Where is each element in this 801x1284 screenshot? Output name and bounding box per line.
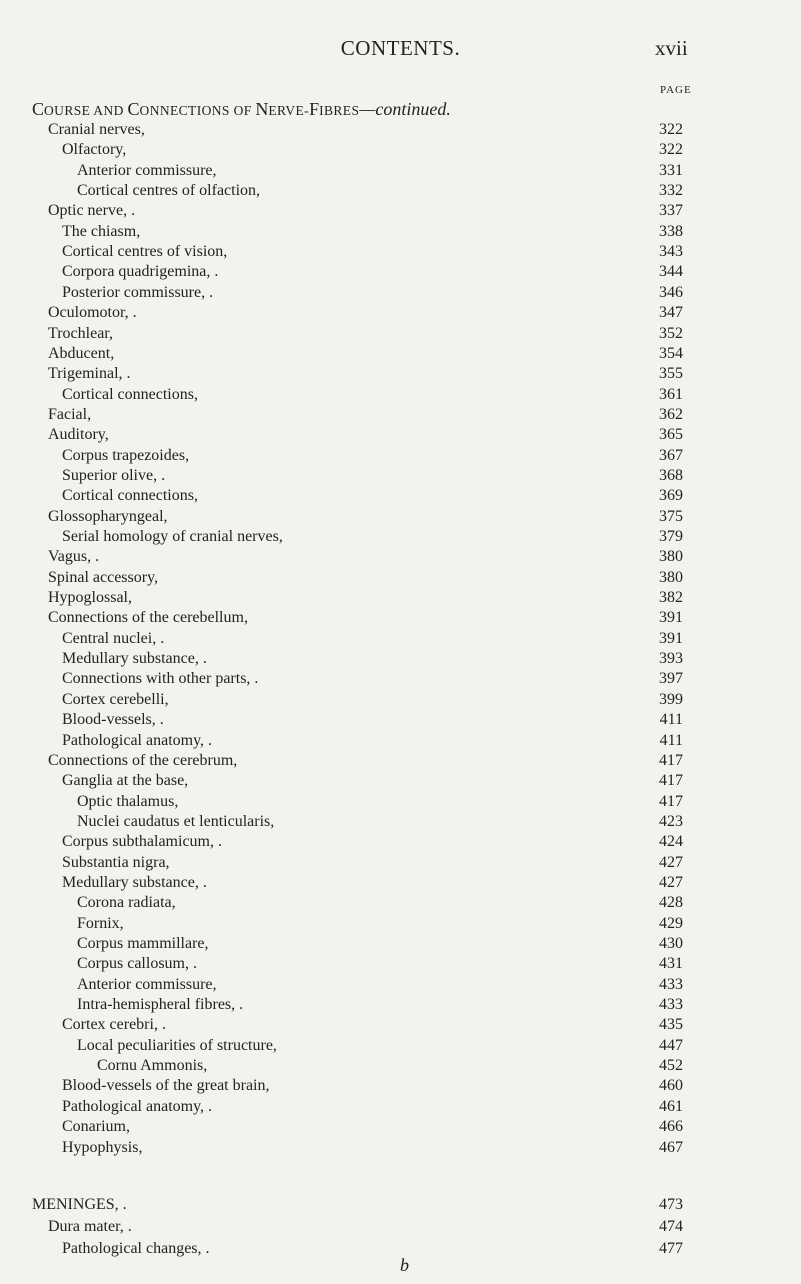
toc-entry-label: Intra-hemispheral fibres, . [77, 996, 244, 1014]
toc-entry-page: 347 [659, 304, 683, 322]
toc-entry [0, 669, 801, 689]
toc-entry-label: Nuclei caudatus et lenticularis, [77, 812, 275, 830]
toc-entry-page: 375 [659, 507, 683, 525]
toc-entry [0, 1097, 801, 1117]
toc-entry-page: 467 [659, 1138, 683, 1156]
section-heading [32, 99, 451, 120]
toc-entry-page: 337 [659, 202, 683, 220]
toc-entry [0, 1056, 801, 1076]
toc-entry [0, 710, 801, 730]
toc-entry [0, 181, 801, 201]
toc-entry-label: Facial, [48, 405, 92, 423]
toc-entry-page: 429 [659, 914, 683, 932]
toc-entry [0, 588, 801, 608]
toc-entry [0, 242, 801, 262]
toc-entry-label: Dura mater, . [48, 1218, 132, 1235]
toc-entry-label: Superior olive, . [62, 466, 166, 484]
page-number: xvii [655, 36, 688, 60]
toc-entry-label: The chiasm, [62, 222, 141, 240]
toc-entry-page: 352 [659, 324, 683, 342]
toc-entry [0, 893, 801, 913]
toc-entry-label: Corpus trapezoides, [62, 446, 190, 464]
toc-entry [0, 1217, 801, 1237]
toc-entry [0, 303, 801, 323]
toc-entry [0, 283, 801, 303]
toc-entry-page: 382 [659, 589, 683, 607]
signature-mark: b [400, 1255, 409, 1275]
toc-entry [0, 324, 801, 344]
toc-entry [0, 1015, 801, 1035]
toc-entry-page: 423 [659, 812, 683, 830]
toc-entry-label: Corpus mammillare, [77, 935, 209, 952]
toc-entry [0, 1138, 801, 1158]
toc-entry [0, 995, 801, 1015]
heading-part: ONNECTIONS OF [139, 103, 256, 118]
toc-entry-label: Cortical centres of vision, [62, 243, 228, 261]
toc-entry-page: 435 [659, 1016, 683, 1034]
toc-entry-page: 331 [659, 161, 683, 179]
toc-entry-label: Cortex cerebri, . [62, 1016, 166, 1034]
toc-entry-page: 367 [659, 446, 683, 464]
toc-entry-page: 430 [659, 935, 683, 952]
toc-entry [0, 771, 801, 791]
toc-entry-label: Serial homology of cranial nerves, [62, 528, 283, 545]
toc-entry-label: Posterior commissure, . [62, 283, 214, 301]
toc-entry-page: 362 [659, 405, 683, 423]
toc-entry [0, 914, 801, 934]
toc-entry [0, 975, 801, 995]
toc-entry-label: Blood-vessels of the great brain, [62, 1077, 270, 1095]
heading-part: OURSE AND [44, 103, 128, 118]
toc-entry [0, 507, 801, 527]
heading-part: F [309, 99, 320, 119]
toc-entry [0, 751, 801, 771]
toc-entry-page: 393 [659, 650, 683, 668]
toc-entry [0, 1036, 801, 1056]
toc-entry [0, 934, 801, 954]
toc-entry-page: 380 [659, 568, 683, 586]
toc-entry [0, 120, 801, 140]
toc-entry-page: 417 [659, 772, 683, 790]
toc-entry [0, 446, 801, 466]
toc-entry-page: 346 [659, 283, 683, 301]
toc-entry-label: Oculomotor, . [48, 304, 137, 322]
toc-entry-label: Anterior commissure, [77, 975, 217, 993]
toc-entry [0, 629, 801, 649]
heading-part: C [127, 99, 140, 119]
toc-entry-label: Optic thalamus, [77, 792, 179, 810]
toc-entry-page: 427 [659, 873, 683, 891]
toc-entry-label: Hypoglossal, [48, 589, 132, 607]
toc-entry-label: Cornu Ammonis, [97, 1057, 208, 1075]
toc-entry-label: Corona radiata, [77, 894, 176, 912]
toc-entry [0, 201, 801, 221]
toc-entry-page: 411 [659, 711, 683, 729]
toc-entry-page: 427 [659, 853, 683, 871]
toc-entry-page: 344 [659, 263, 683, 281]
toc-entry-label: Trochlear, [48, 324, 113, 342]
toc-entry-page: 474 [659, 1218, 683, 1235]
toc-entry-page: 473 [659, 1196, 683, 1213]
toc-entry-page: 379 [659, 528, 683, 545]
toc-entry [0, 649, 801, 669]
toc-entry-page: 391 [659, 629, 683, 647]
toc-entry [0, 873, 801, 893]
heading-part: IBRES [319, 103, 360, 118]
toc-entry-page: 447 [659, 1036, 683, 1054]
toc-entry-page: 332 [659, 182, 683, 200]
toc-entry-page: 322 [659, 121, 683, 138]
toc-entry [0, 527, 801, 547]
toc-entry-page: 466 [659, 1118, 683, 1136]
toc-entry-label: Cortical connections, [62, 487, 198, 505]
toc-entry [0, 161, 801, 181]
toc-entry-page: 417 [659, 751, 683, 769]
toc-entry-label: Cortex cerebelli, [62, 690, 169, 708]
toc-entry [0, 954, 801, 974]
page-column-label: PAGE [660, 84, 692, 96]
toc-entry-page: 368 [659, 466, 683, 484]
toc-entry-page: 477 [659, 1240, 683, 1257]
toc-entry-label: Pathological anatomy, . [62, 1097, 213, 1115]
toc-entry [0, 608, 801, 628]
toc-entry-page: 417 [659, 792, 683, 810]
toc-entry [0, 385, 801, 405]
toc-entry-label: Vagus, . [48, 548, 100, 566]
toc-entry-label: Corpora quadrigemina, . [62, 263, 219, 281]
toc-entry-page: 391 [659, 609, 683, 627]
toc-entry-page: 380 [659, 548, 683, 566]
toc-entry-label: Pathological changes, . [62, 1240, 210, 1257]
heading-part: N [255, 99, 269, 119]
toc-entry-page: 460 [659, 1077, 683, 1095]
toc-entry [0, 568, 801, 588]
toc-entry [0, 262, 801, 282]
toc-entry-page: 354 [659, 344, 683, 362]
heading-part: ERVE- [268, 103, 310, 118]
toc-entry-label: Fornix, [77, 914, 124, 932]
toc-entry [0, 812, 801, 832]
toc-entry-page: 431 [659, 955, 683, 973]
toc-entry-label: Medullary substance, . [62, 650, 207, 668]
toc-entry-label: Connections with other parts, . [62, 670, 259, 688]
toc-entry-page: 369 [659, 487, 683, 505]
toc-entry-label: Spinal accessory, [48, 568, 159, 586]
toc-entry [0, 364, 801, 384]
toc-entry [0, 344, 801, 364]
toc-entry-label: Local peculiarities of structure, [77, 1036, 277, 1054]
toc-entry-label: Pathological anatomy, . [62, 731, 213, 749]
heading-continued: —continued. [359, 99, 451, 119]
toc-entry [0, 425, 801, 445]
toc-entry [0, 690, 801, 710]
toc-entry-label: Anterior commissure, [77, 161, 217, 179]
toc-entry-page: 411 [659, 731, 683, 749]
toc-entry-label: Olfactory, [62, 141, 127, 159]
toc-entry-label: Glossopharyngeal, [48, 507, 168, 525]
toc-entry-page: 428 [659, 894, 683, 912]
toc-entry [0, 792, 801, 812]
toc-entry [0, 140, 801, 160]
toc-entry-label: Abducent, [48, 344, 115, 362]
toc-entry-label: Optic nerve, . [48, 202, 136, 220]
toc-entry [0, 1195, 801, 1215]
toc-entry-page: 343 [659, 243, 683, 261]
toc-entry-page: 397 [659, 670, 683, 688]
toc-entry-page: 452 [659, 1057, 683, 1075]
toc-entry-label: Corpus subthalamicum, . [62, 833, 222, 851]
toc-entry-label: Corpus callosum, . [77, 955, 197, 973]
toc-entry-label: Connections of the cerebrum, [48, 751, 238, 769]
page-header-title: CONTENTS. [340, 36, 461, 60]
toc-entry [0, 1117, 801, 1137]
toc-entry-page: 424 [659, 833, 683, 851]
toc-entry [0, 853, 801, 873]
toc-entry-page: 399 [659, 690, 683, 708]
toc-entry-page: 322 [659, 141, 683, 159]
toc-entry-label: Cortical centres of olfaction, [77, 182, 261, 200]
toc-entry [0, 1076, 801, 1096]
toc-entry-label: Trigeminal, . [48, 365, 131, 383]
toc-entry-page: 433 [659, 975, 683, 993]
toc-entry-page: 355 [659, 365, 683, 383]
toc-entry-label: MENINGES, . [32, 1196, 127, 1213]
toc-entry-page: 461 [659, 1097, 683, 1115]
toc-entry-label: Blood-vessels, . [62, 711, 164, 729]
toc-entry-label: Connections of the cerebellum, [48, 609, 248, 627]
heading-part: C [32, 99, 45, 119]
toc-entry-label: Conarium, [62, 1118, 130, 1136]
toc-entry-label: Cortical connections, [62, 385, 198, 403]
toc-entry-page: 361 [659, 385, 683, 403]
toc-entry [0, 222, 801, 242]
toc-entry-label: Hypophysis, [62, 1138, 143, 1156]
toc-entry [0, 731, 801, 751]
toc-entry-label: Ganglia at the base, [62, 772, 189, 790]
toc-entry [0, 466, 801, 486]
toc-entry [0, 486, 801, 506]
toc-entry-label: Cranial nerves, [48, 121, 145, 138]
toc-entry [0, 547, 801, 567]
toc-entry-page: 365 [659, 426, 683, 444]
toc-entry [0, 405, 801, 425]
toc-entry-label: Auditory, [48, 426, 109, 444]
toc-entry [0, 832, 801, 852]
toc-entry-page: 433 [659, 996, 683, 1014]
toc-entry-label: Substantia nigra, [62, 853, 170, 871]
toc-entry-page: 338 [659, 222, 683, 240]
toc-entry-label: Central nuclei, . [62, 629, 165, 647]
toc-entry-label: Medullary substance, . [62, 873, 207, 891]
